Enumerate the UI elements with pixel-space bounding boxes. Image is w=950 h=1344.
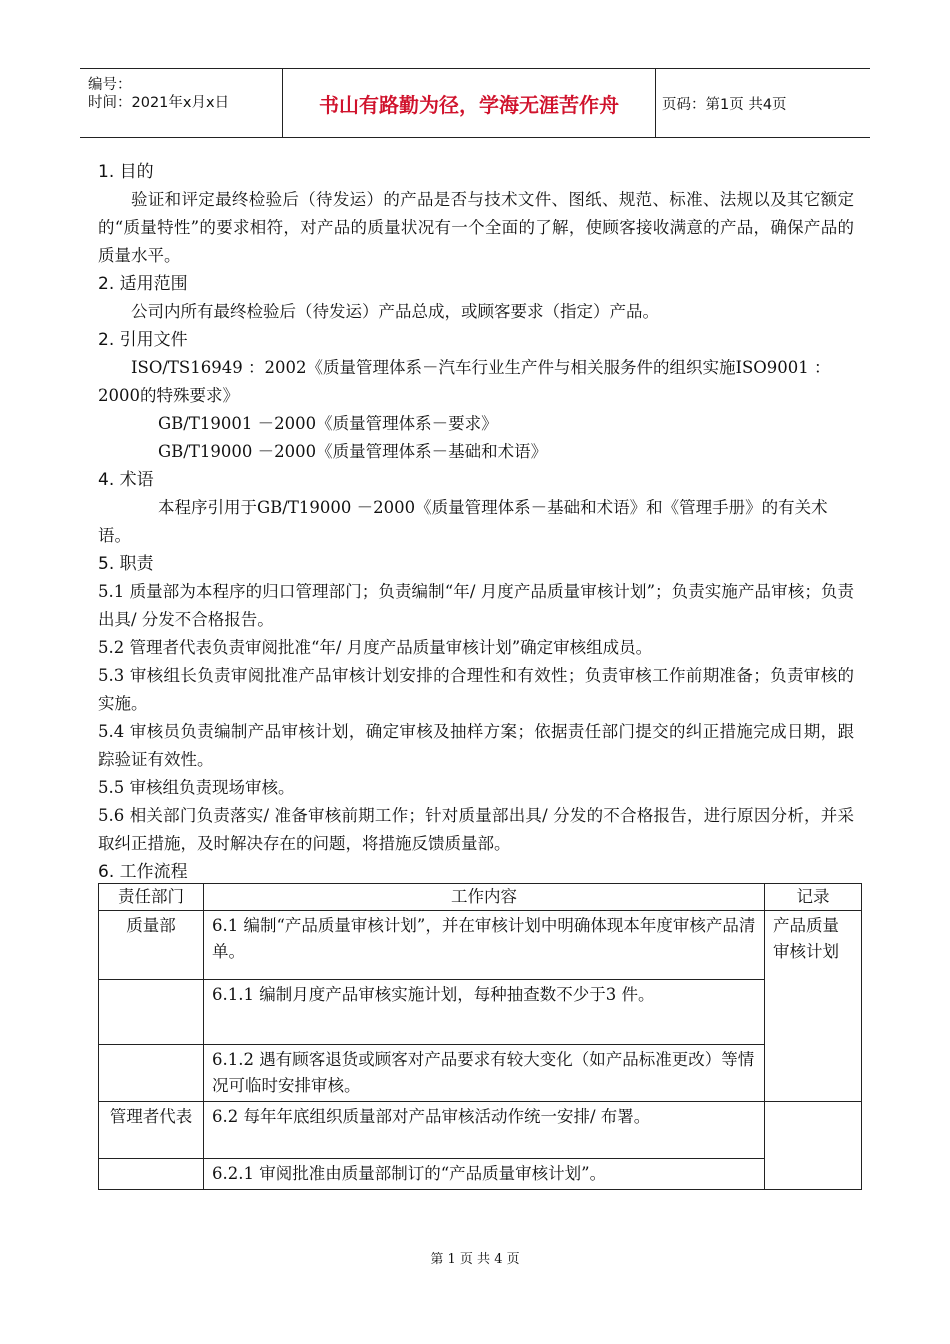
cell-record: [765, 1102, 862, 1190]
section-3-body-3: GB/T19000 －2000《质量管理体系－基础和术语》: [158, 442, 548, 461]
list-item: 5.2 管理者代表负责审阅批准“年/ 月度产品质量审核计划”确定审核组成员。: [98, 638, 653, 657]
page-label: 页码：第1页 共4页: [662, 96, 787, 113]
document-body: [98, 158, 854, 886]
section-4-body: 本程序引用于GB/T19000 －2000《质量管理体系－基础和术语》和《管理手册》的有关术语。: [98, 498, 828, 545]
header-content: 工作内容: [204, 884, 765, 911]
cell-dept: [99, 1045, 204, 1102]
list-item: 5.5 审核组负责现场审核。: [98, 778, 295, 797]
table-row: [99, 911, 862, 980]
list-item: 5.6 相关部门负责落实/ 准备审核前期工作；针对质量部出具/ 分发的不合格报告，进行原因分析，并采取纠正措施，及时解决存在的问题，将措施反馈质量部。: [98, 806, 854, 853]
table-row: [99, 1045, 862, 1102]
section-2-body: 公司内所有最终检验后（待发运）产品总成，或顾客要求（指定）产品。: [131, 302, 659, 321]
cell-content: 6.2.1 审阅批准由质量部制订的“产品质量审核计划”。: [204, 1159, 765, 1190]
list-item: 5.1 质量部为本程序的归口管理部门；负责编制“年/ 月度产品质量审核计划”；负责实施产品审核；负责出具/ 分发不合格报告。: [98, 582, 854, 629]
cell-dept: [99, 1159, 204, 1190]
cell-content: 6.2 每年年底组织质量部对产品审核活动作统一安排/ 布署。: [204, 1102, 765, 1159]
cell-content: 6.1.2 遇有顾客退货或顾客对产品要求有较大变化（如产品标准更改）等情况可临时安排审核。: [204, 1045, 765, 1102]
cell-dept: [99, 980, 204, 1045]
header-dept: 责任部门: [99, 884, 204, 911]
section-1-body: 验证和评定最终检验后（待发运）的产品是否与技术文件、图纸、规范、标准、法规以及其它额定的“质量特性”的要求相符，对产品的质量状况有一个全面的了解，使顾客接收满意的产品，确保产品的质量水平。: [98, 190, 854, 265]
section-2-title: 2. 适用范围: [98, 274, 188, 294]
workflow-table: [98, 883, 862, 1190]
section-3-body-2: GB/T19001 －2000《质量管理体系－要求》: [158, 414, 498, 433]
section-3-title: 2. 引用文件: [98, 330, 188, 350]
cell-dept: 管理者代表: [99, 1102, 204, 1159]
number-label: 编号：: [88, 77, 132, 93]
section-3-body-1: ISO/TS16949 ：2002《质量管理体系－汽车行业生产件与相关服务件的组织实施ISO9001 ：2000的特殊要求》: [98, 358, 831, 405]
section-5-title: 5. 职责: [98, 554, 154, 574]
table-row: [99, 1102, 862, 1159]
table-row: [99, 1159, 862, 1190]
motto: 书山有路勤为径，学海无涯苦作舟: [282, 69, 656, 137]
page-footer: 第 1 页 共 4 页: [430, 1252, 520, 1267]
header-record: 记录: [765, 884, 862, 911]
table-header-row: [99, 884, 862, 911]
list-item: 5.3 审核组长负责审阅批准产品审核计划安排的合理性和有效性；负责审核工作前期准备；负责审核的实施。: [98, 666, 854, 713]
list-item: 5.4 审核员负责编制产品审核计划，确定审核及抽样方案；依据责任部门提交的纠正措施完成日期，跟踪验证有效性。: [98, 722, 854, 769]
header-meta: [80, 69, 280, 137]
section-4-title: 4. 术语: [98, 470, 154, 490]
section-6-title: 6. 工作流程: [98, 862, 188, 882]
section-1-title: 1. 目的: [98, 162, 154, 182]
cell-record: 产品质量审核计划: [765, 911, 862, 1102]
date-label: 时间：2021年x月x日: [88, 95, 230, 111]
cell-content: 6.1.1 编制月度产品审核实施计划，每种抽查数不少于3 件。: [204, 980, 765, 1045]
cell-content: 6.1 编制“产品质量审核计划”，并在审核计划中明确体现本年度审核产品清单。: [204, 911, 765, 980]
table-row: [99, 980, 862, 1045]
cell-dept: 质量部: [99, 911, 204, 980]
document-header: [80, 68, 870, 138]
